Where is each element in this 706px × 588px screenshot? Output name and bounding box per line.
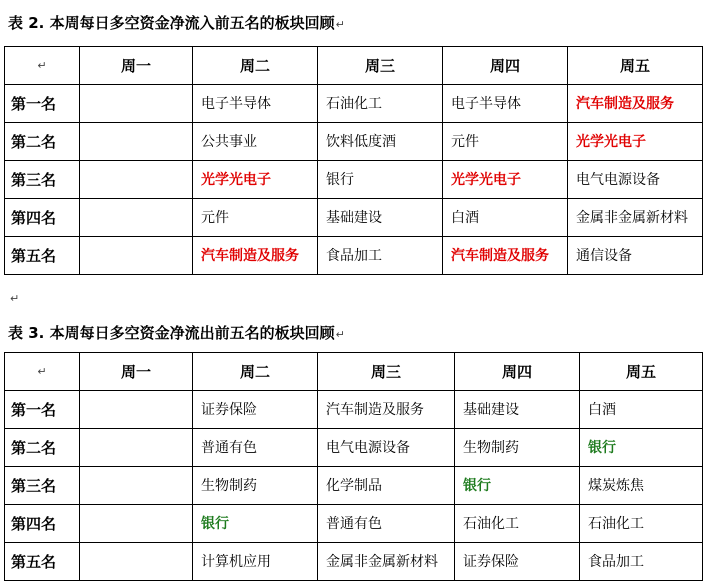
- row-rank-label: 第四名: [5, 505, 80, 543]
- empty-paragraph-mark: ↵: [10, 292, 20, 305]
- column-header-day: 周四: [443, 47, 568, 85]
- sector-cell: 汽车制造及服务: [318, 391, 455, 429]
- sector-cell: [80, 391, 193, 429]
- sector-cell: 金属非金属新材料: [318, 543, 455, 581]
- sector-cell: [80, 543, 193, 581]
- row-rank-label: 第一名: [5, 85, 80, 123]
- sector-cell: 金属非金属新材料: [568, 199, 703, 237]
- column-header-day: 周三: [318, 353, 455, 391]
- sector-cell: 石油化工: [455, 505, 580, 543]
- sector-cell: 普通有色: [318, 505, 455, 543]
- sector-cell: 石油化工: [580, 505, 703, 543]
- row-rank-label: 第二名: [5, 429, 80, 467]
- sector-cell: 通信设备: [568, 237, 703, 275]
- table2-caption: 表 2. 本周每日多空资金净流入前五名的板块回顾↵: [8, 14, 345, 32]
- table-row: [5, 85, 703, 123]
- table-row: [5, 161, 703, 199]
- table-row: [5, 467, 703, 505]
- sector-cell: [80, 123, 193, 161]
- sector-cell: 汽车制造及服务: [568, 85, 703, 123]
- sector-cell: 银行: [455, 467, 580, 505]
- row-rank-label: 第四名: [5, 199, 80, 237]
- sector-cell: 生物制药: [193, 467, 318, 505]
- sector-cell: 基础建设: [455, 391, 580, 429]
- sector-cell: 汽车制造及服务: [443, 237, 568, 275]
- table-row: [5, 543, 703, 581]
- sector-cell: 计算机应用: [193, 543, 318, 581]
- column-header-day: 周四: [455, 353, 580, 391]
- sector-cell: [80, 429, 193, 467]
- header-row: [5, 47, 703, 85]
- column-header-day: 周一: [80, 47, 193, 85]
- table-row: [5, 237, 703, 275]
- sector-cell: 饮料低度酒: [318, 123, 443, 161]
- sector-cell: 化学制品: [318, 467, 455, 505]
- column-header-day: 周五: [568, 47, 703, 85]
- corner-cell: ↵: [5, 353, 80, 391]
- row-rank-label: 第五名: [5, 237, 80, 275]
- sector-cell: 生物制药: [455, 429, 580, 467]
- sector-cell: 电子半导体: [443, 85, 568, 123]
- column-header-day: 周二: [193, 353, 318, 391]
- sector-cell: 食品加工: [580, 543, 703, 581]
- row-rank-label: 第二名: [5, 123, 80, 161]
- sector-cell: [80, 467, 193, 505]
- row-rank-label: 第五名: [5, 543, 80, 581]
- table3-caption: 表 3. 本周每日多空资金净流出前五名的板块回顾↵: [8, 324, 345, 342]
- sector-cell: 煤炭炼焦: [580, 467, 703, 505]
- sector-cell: 银行: [318, 161, 443, 199]
- sector-cell: 元件: [193, 199, 318, 237]
- sector-cell: 石油化工: [318, 85, 443, 123]
- sector-cell: 白酒: [443, 199, 568, 237]
- table-row: [5, 391, 703, 429]
- sector-cell: 银行: [580, 429, 703, 467]
- sector-cell: 银行: [193, 505, 318, 543]
- sector-cell: 公共事业: [193, 123, 318, 161]
- corner-cell: ↵: [5, 47, 80, 85]
- sector-cell: 普通有色: [193, 429, 318, 467]
- sector-cell: 电气电源设备: [318, 429, 455, 467]
- sector-cell: 电子半导体: [193, 85, 318, 123]
- column-header-day: 周三: [318, 47, 443, 85]
- sector-cell: 电气电源设备: [568, 161, 703, 199]
- sector-cell: 元件: [443, 123, 568, 161]
- sector-cell: 基础建设: [318, 199, 443, 237]
- table-row: [5, 199, 703, 237]
- sector-cell: [80, 505, 193, 543]
- table-row: [5, 429, 703, 467]
- row-rank-label: 第三名: [5, 161, 80, 199]
- sector-cell: 光学光电子: [193, 161, 318, 199]
- table-row: [5, 505, 703, 543]
- sector-cell: 光学光电子: [443, 161, 568, 199]
- sector-cell: 证券保险: [455, 543, 580, 581]
- sector-cell: [80, 85, 193, 123]
- sector-cell: 食品加工: [318, 237, 443, 275]
- column-header-day: 周五: [580, 353, 703, 391]
- row-rank-label: 第一名: [5, 391, 80, 429]
- net-outflow-top5-table: [4, 352, 703, 581]
- sector-cell: [80, 237, 193, 275]
- net-inflow-top5-table: [4, 46, 703, 275]
- header-row: [5, 353, 703, 391]
- row-rank-label: 第三名: [5, 467, 80, 505]
- column-header-day: 周一: [80, 353, 193, 391]
- sector-cell: 白酒: [580, 391, 703, 429]
- column-header-day: 周二: [193, 47, 318, 85]
- table-row: [5, 123, 703, 161]
- sector-cell: [80, 199, 193, 237]
- sector-cell: [80, 161, 193, 199]
- sector-cell: 光学光电子: [568, 123, 703, 161]
- sector-cell: 汽车制造及服务: [193, 237, 318, 275]
- sector-cell: 证券保险: [193, 391, 318, 429]
